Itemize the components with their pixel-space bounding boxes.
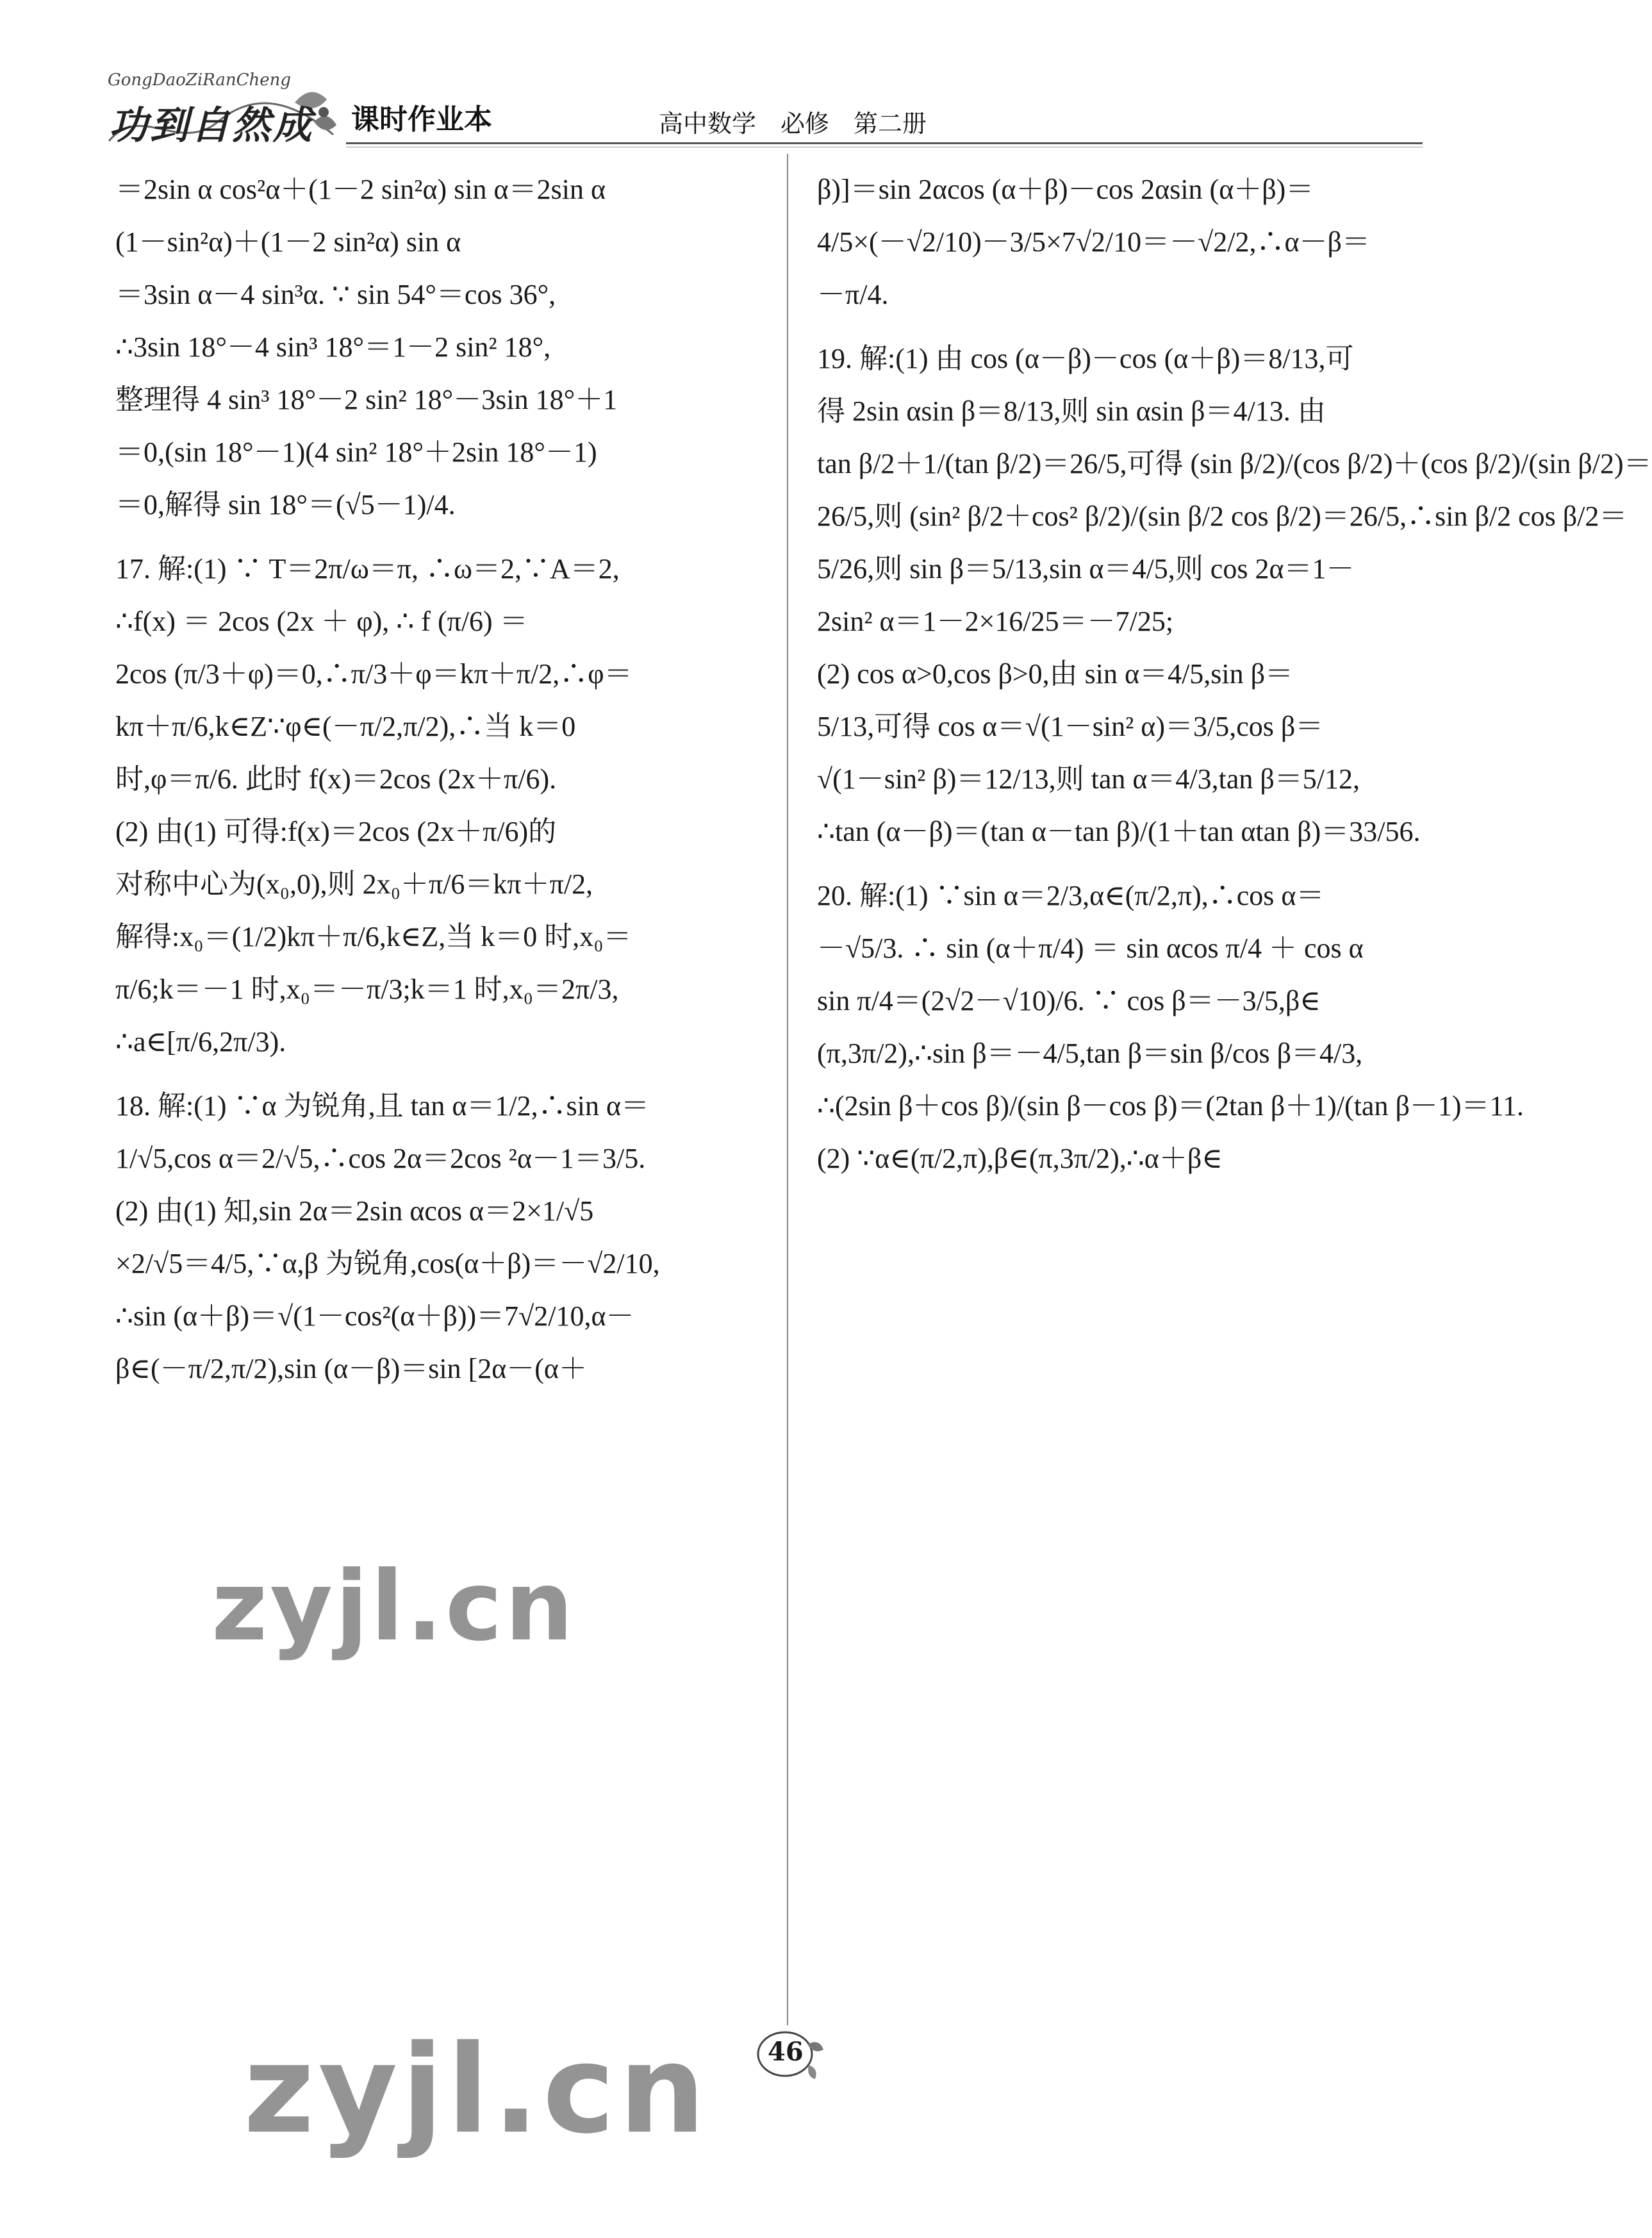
text-line: 26/5,则 (sin² β/2＋cos² β/2)/(sin β/2 cos β/2)＝26/5,∴sin β/2 cos β/2＝ xyxy=(817,501,1628,532)
text-line: sin π/4＝(2√2－√10)/6. ∵ cos β＝－3/5,β∈ xyxy=(817,985,1321,1016)
text-line: π/6;k＝－1 时,x₀＝－π/3;k＝1 时,x₀＝2π/3, xyxy=(115,974,619,1005)
watermark: zyjl.cn xyxy=(244,2019,709,2160)
text-line: (2) 由(1) 可得:f(x)＝2cos (2x＋π/6)的 xyxy=(115,816,557,847)
text-line: ∴3sin 18°－4 sin³ 18°＝1－2 sin² 18°, xyxy=(115,331,551,363)
text-line: β)]＝sin 2αcos (α＋β)－cos 2αsin (α＋β)＝ xyxy=(817,174,1314,205)
book-info: 高中数学 必修 第二册 xyxy=(659,110,927,138)
text-line: (π,3π/2),∴sin β＝－4/5,tan β＝sin β/cos β＝4/3, xyxy=(817,1038,1363,1069)
text-line: 2cos (π/3＋φ)＝0,∴π/3＋φ＝kπ＋π/2,∴φ＝ xyxy=(115,658,632,690)
page-number: 46 xyxy=(768,2037,804,2067)
series-title: 课时作业本 xyxy=(351,103,492,136)
text-line: ∴(2sin β＋cos β)/(sin β－cos β)＝(2tan β＋1)/(tan β－1)＝11. xyxy=(817,1090,1524,1122)
page-header xyxy=(0,0,1540,167)
text-line: 得 2sin αsin β＝8/13,则 sin αsin β＝4/13. 由 xyxy=(817,395,1326,427)
text-line: 5/13,可得 cos α＝√(1－sin² α)＝3/5,cos β＝ xyxy=(817,711,1324,742)
column-divider xyxy=(787,154,788,2025)
text-line: －√5/3. ∴ sin (α＋π/4) ＝ sin αcos π/4 ＋ cos α xyxy=(817,933,1364,964)
left-column xyxy=(115,163,769,1395)
text-line: 时,φ＝π/6. 此时 f(x)＝2cos (2x＋π/6). xyxy=(115,763,557,795)
watermark: zyjl.cn xyxy=(211,1551,576,1662)
text-line: 2sin² α＝1－2×16/25＝－7/25; xyxy=(817,606,1174,637)
text-line: kπ＋π/6,k∈Z∵φ∈(－π/2,π/2),∴当 k＝0 xyxy=(115,711,576,742)
solution-19-heading: 19. 解:(1) 由 cos (α－β)－cos (α＋β)＝8/13,可 xyxy=(817,343,1354,374)
text-line: (2) 由(1) 知,sin 2α＝2sin αcos α＝2×1/√5 xyxy=(115,1195,594,1227)
text-line: ∴a∈[π/6,2π/3). xyxy=(115,1026,286,1057)
text-line: ＝0,解得 sin 18°＝(√5－1)/4. xyxy=(115,489,456,520)
text-line: (1－sin²α)＋(1－2 sin²α) sin α xyxy=(115,226,461,258)
text-line: ∴sin (α＋β)＝√(1－cos²(α＋β))＝7√2/10,α－ xyxy=(115,1300,634,1332)
solution-18-heading: 18. 解:(1) ∵α 为锐角,且 tan α＝1/2,∴sin α＝ xyxy=(115,1090,650,1122)
header-rule xyxy=(346,142,1423,144)
text-line: ＝0,(sin 18°－1)(4 sin² 18°＋2sin 18°－1) xyxy=(115,436,597,468)
text-line: ∴f(x) ＝ 2cos (2x ＋ φ), ∴ f (π/6) ＝ xyxy=(115,606,528,637)
text-line: 整理得 4 sin³ 18°－2 sin² 18°－3sin 18°＋1 xyxy=(115,384,618,415)
text-line: 4/5×(－√2/10)－3/5×7√2/10＝－√2/2,∴α－β＝ xyxy=(817,226,1370,258)
text-line: ＝2sin α cos²α＋(1－2 sin²α) sin α＝2sin α xyxy=(115,174,606,205)
logo-pinyin: GongDaoZiRanCheng xyxy=(108,70,292,90)
text-line: ∴tan (α－β)＝(tan α－tan β)/(1＋tan αtan β)＝33/56. xyxy=(817,816,1421,847)
text-line: √(1－sin² β)＝12/13,则 tan α＝4/3,tan β＝5/12, xyxy=(817,763,1360,795)
text-line: (2) cos α>0,cos β>0,由 sin α＝4/5,sin β＝ xyxy=(817,658,1294,690)
text-line: tan β/2＋1/(tan β/2)＝26/5,可得 (sin β/2)/(cos β/2)＋(cos β/2)/(sin β/2)＝ xyxy=(817,448,1652,479)
text-line: ×2/√5＝4/5,∵α,β 为锐角,cos(α＋β)＝－√2/10, xyxy=(115,1248,660,1279)
text-line: β∈(－π/2,π/2),sin (α－β)＝sin [2α－(α＋ xyxy=(115,1353,587,1384)
text-line: 对称中心为(x₀,0),则 2x₀＋π/6＝kπ＋π/2, xyxy=(115,868,593,900)
text-line: 1/√5,cos α＝2/√5,∴cos 2α＝2cos ²α－1＝3/5. xyxy=(115,1143,646,1174)
text-line: 解得:x₀＝(1/2)kπ＋π/6,k∈Z,当 k＝0 时,x₀＝ xyxy=(115,921,632,952)
right-column xyxy=(817,163,1652,1185)
solution-17-heading: 17. 解:(1) ∵ T＝2π/ω＝π, ∴ω＝2,∵A＝2, xyxy=(115,553,620,584)
text-line: 5/26,则 sin β＝5/13,sin α＝4/5,则 cos 2α＝1－ xyxy=(817,553,1355,584)
text-line: ＝3sin α－4 sin³α. ∵ sin 54°＝cos 36°, xyxy=(115,279,556,310)
page-number-badge xyxy=(750,2025,827,2083)
solution-20-heading: 20. 解:(1) ∵sin α＝2/3,α∈(π/2,π),∴cos α＝ xyxy=(817,880,1325,911)
logo: 功到自然成 xyxy=(109,103,314,148)
text-line: (2) ∵α∈(π/2,π),β∈(π,3π/2),∴α＋β∈ xyxy=(817,1143,1223,1174)
text-line: －π/4. xyxy=(817,279,889,310)
